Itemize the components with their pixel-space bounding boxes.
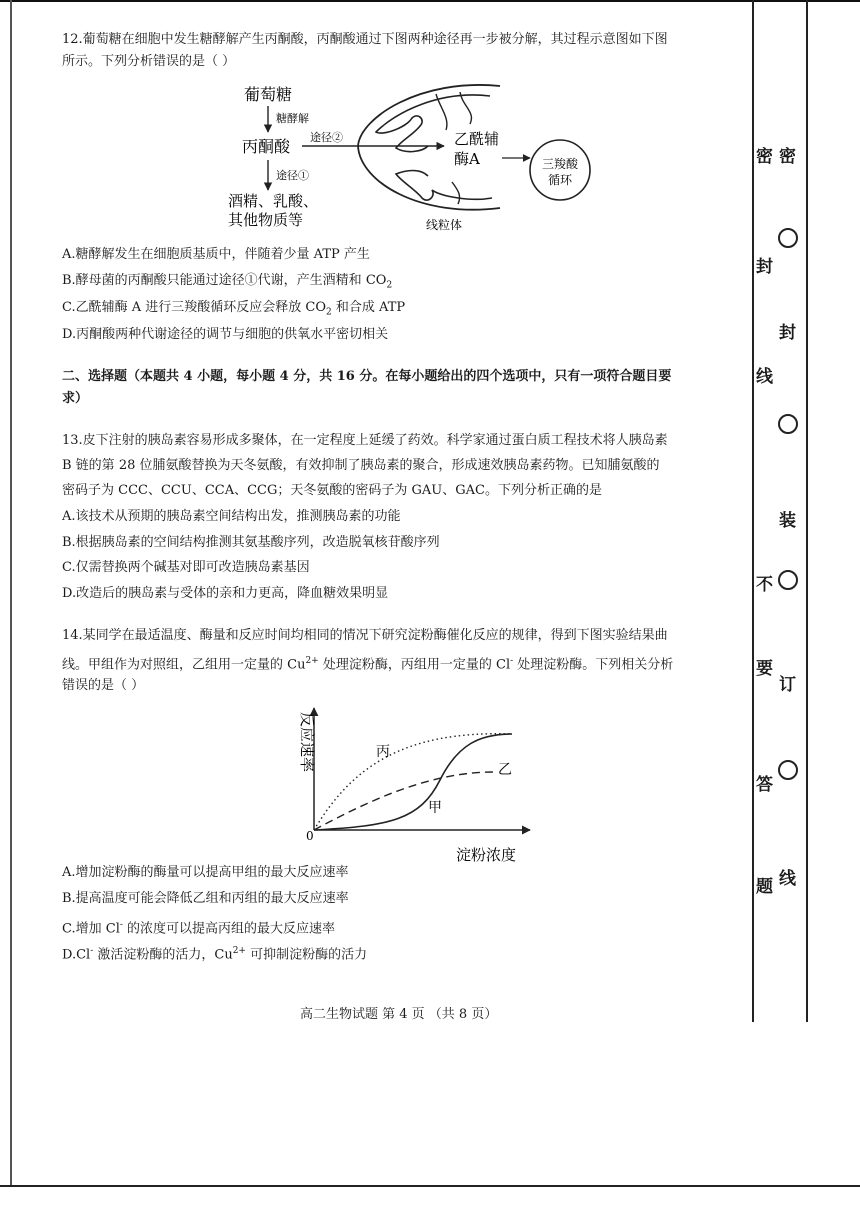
route1-label: 途径① [276,169,309,182]
products-label-line2: 其他物质等 [228,211,304,229]
q14-option-c-end: 的浓度可以提高丙组的最大反应速率 [122,921,336,937]
route2-label: 途径② [310,131,343,144]
q12-option-b [62,271,392,296]
q12-option-c-text: C.乙酰辅酶 A 进行三羧酸循环反应会释放 CO [62,300,327,315]
tca-label-line1: 三羧酸 [542,157,579,171]
q14-option-b: B.提高温度可能会降低乙组和丙组的最大反应速率 [62,891,349,906]
q14-option-c-sup: - [119,920,123,930]
section2-title-line2: 求） [62,391,89,406]
q14-option-d-a: D.Cl [62,947,91,963]
seal-char: 装 [779,511,796,531]
series-yi-line [314,772,494,830]
mitochondrion-cristae [436,92,471,204]
y-axis-label: 反应速率 [298,712,316,773]
seal-char: 答 [756,775,773,795]
seal-circle [778,228,798,248]
glucose-label: 葡萄糖 [244,85,293,104]
seal-char: 不 [756,575,773,595]
seal-circle [778,414,798,434]
seal-char: 题 [756,877,773,897]
series-jia-label: 甲 [428,800,442,816]
q14-stem-line2-c: 处理淀粉酶。下列相关分析 [513,657,674,673]
seal-char: 线 [779,869,796,889]
q12-stem-line2: 所示。下列分析错误的是（ ） [62,54,236,69]
section2-title-line1: 二、选择题（本题共 4 小题，每小题 4 分，共 16 分。在每小题给出的四个选项中，只有一项符合题目要 [62,369,672,384]
q13-option-b: B.根据胰岛素的空间结构推测其氨基酸序列，改造脱氧核苷酸序列 [62,535,440,550]
q14-stem-line2-b: 处理淀粉酶，丙组用一定量的 Cl [318,657,511,673]
q12-stem-line1: 12.葡萄糖在细胞中发生糖酵解产生丙酮酸，丙酮酸通过下图两种途径再一步被分解，其过程示意图如下图 [62,32,668,47]
acetyl-coa-label-line1: 乙酰辅 [454,130,500,148]
q14-stem-line2-a: 线。甲组作为对照组，乙组用一定量的 Cu [62,657,306,673]
q12-option-b-text: B.酵母菌的丙酮酸只能通过途径①代谢，产生酒精和 CO [62,273,387,288]
q12-option-d: D.丙酮酸两种代谢途径的调节与细胞的供氧水平密切相关 [62,327,389,342]
q14-option-d-c: 可抑制淀粉酶的活力 [245,947,368,963]
binding-line-right [806,0,808,1022]
q12-option-b-sub: 2 [386,280,393,291]
q12-option-c-sub: 2 [326,307,332,318]
q14-stem-line3: 错误的是（ ） [62,678,145,693]
seal-char: 线 [756,367,773,387]
q12-option-c [62,298,405,323]
origin-label: 0 [306,829,314,843]
pyruvate-label: 丙酮酸 [242,137,291,156]
series-yi-label: 乙 [498,762,512,778]
seal-char: 要 [756,659,773,679]
q13-option-a: A.该技术从预期的胰岛素空间结构出发，推测胰岛素的功能 [62,509,401,524]
seal-char: 订 [779,675,796,695]
top-rule [0,0,860,2]
q14-option-d-sup2: 2+ [232,946,246,956]
mitochondrion-label: 线粒体 [426,218,463,232]
seal-circle [778,760,798,780]
q14-option-d [62,941,367,965]
bottom-rule [0,1185,860,1187]
products-label-line1: 酒精、乳酸、 [228,192,319,210]
q14-stem-line2-sup2: - [510,656,514,666]
series-jia-line [314,734,512,830]
x-axis-label: 淀粉浓度 [456,846,517,864]
q13-stem-line2: B 链的第 28 位脯氨酸替换为天冬氨酸，有效抑制了胰岛素的聚合，形成速效胰岛素药物。已知脯氨酸的 [62,458,660,473]
q12-option-c-end: 和合成 ATP [331,300,406,315]
q14-option-c-text: C.增加 Cl [62,921,120,937]
seal-char: 封 [756,257,773,277]
q12-pathway-diagram [200,78,620,238]
q14-chart [280,700,550,870]
q14-stem-line1: 14.某同学在最适温度、酶量和反应时间均相同的情况下研究淀粉酶催化反应的规律，得到下图实验结果曲 [62,628,668,643]
q14-option-d-sup: - [90,946,94,956]
q14-option-d-b: 激活淀粉酶的活力，Cu [93,947,233,963]
seal-circle [778,570,798,590]
acetyl-coa-label-line2: 酶A [454,150,480,168]
q14-stem-line2-sup: 2+ [305,656,319,666]
series-bing-label: 丙 [376,744,390,760]
q13-option-c: C.仅需替换两个碱基对即可改造胰岛素基因 [62,560,310,575]
q13-stem-line1: 13.皮下注射的胰岛素容易形成多聚体，在一定程度上延缓了药效。科学家通过蛋白质工程技术将人胰岛素 [62,433,668,448]
q14-option-a: A.增加淀粉酶的酶量可以提高甲组的最大反应速率 [62,865,349,880]
page-edge [10,0,12,1185]
glycolysis-label: 糖酵解 [276,112,309,125]
q13-stem-line3: 密码子为 CCC、CCU、CCA、CCG；天冬氨酸的密码子为 GAU、GAC。下列分析正确的是 [62,483,602,498]
tca-label-line2: 循环 [548,173,573,187]
seal-char: 密 [779,147,796,167]
q14-stem-line2 [62,651,673,675]
q13-option-d: D.改造后的胰岛素与受体的亲和力更高，降血糖效果明显 [62,586,389,601]
series-bing-line [314,734,512,830]
seal-char: 封 [779,323,796,343]
q12-option-a: A.糖酵解发生在细胞质基质中，伴随着少量 ATP 产生 [62,247,370,262]
binding-line-left [752,0,754,1022]
page-footer: 高二生物试题 第 4 页 （共 8 页） [300,1007,498,1022]
seal-char: 密 [756,147,773,167]
q14-option-c [62,915,335,939]
